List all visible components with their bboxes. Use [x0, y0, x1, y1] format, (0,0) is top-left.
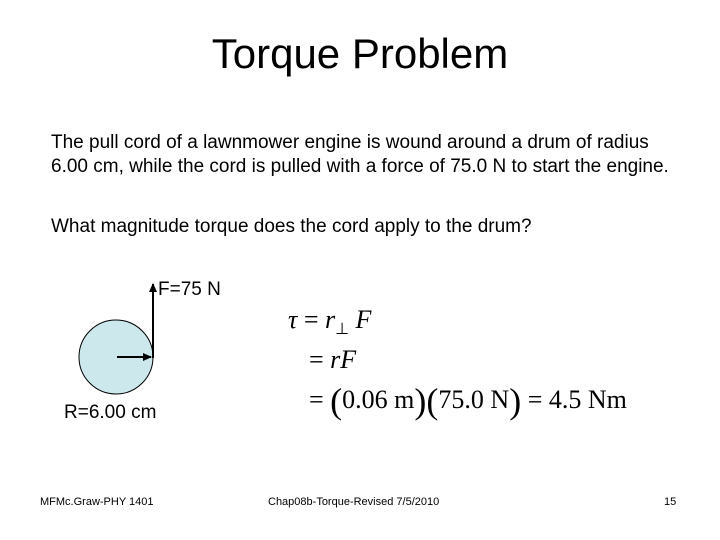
r-symbol: r — [330, 345, 341, 374]
open-paren: ( — [426, 381, 439, 421]
torque-result: = 4.5 Nm — [521, 385, 627, 414]
force-value: 75.0 N — [438, 385, 510, 414]
equals-sign: = — [297, 305, 325, 334]
f-symbol: F — [340, 345, 357, 374]
equation-line-3 — [309, 381, 627, 421]
radius-label: R=6.00 cm — [64, 402, 157, 423]
equation-line-1 — [288, 305, 371, 345]
radius-value: 0.06 m — [342, 385, 415, 414]
open-paren: ( — [330, 381, 343, 421]
f-symbol: F — [355, 305, 372, 334]
footer-chapter: Chap08b-Torque-Revised 7/5/2010 — [268, 496, 440, 508]
problem-statement: The pull cord of a lawnmower engine is wound around a drum of radius 6.00 cm, while the cord is pulled with a force of 75.0 N to start the engine. — [51, 132, 669, 177]
equation-line-2 — [309, 345, 356, 375]
slide-title: Torque Problem — [211, 30, 509, 77]
force-label: F=75 N — [158, 279, 221, 300]
close-paren: ) — [414, 381, 427, 421]
r-symbol: r — [324, 305, 336, 334]
equals-sign: = — [309, 345, 331, 374]
perp-subscript: ⊥ — [335, 321, 350, 339]
equals-sign: = — [309, 385, 331, 414]
close-paren: ) — [509, 381, 522, 421]
tau-symbol: τ — [288, 305, 298, 334]
footer-course: MFMc.Graw-PHY 1401 — [40, 496, 154, 508]
page-number: 15 — [664, 496, 677, 508]
problem-question: What magnitude torque does the cord apply to the drum? — [51, 216, 532, 237]
